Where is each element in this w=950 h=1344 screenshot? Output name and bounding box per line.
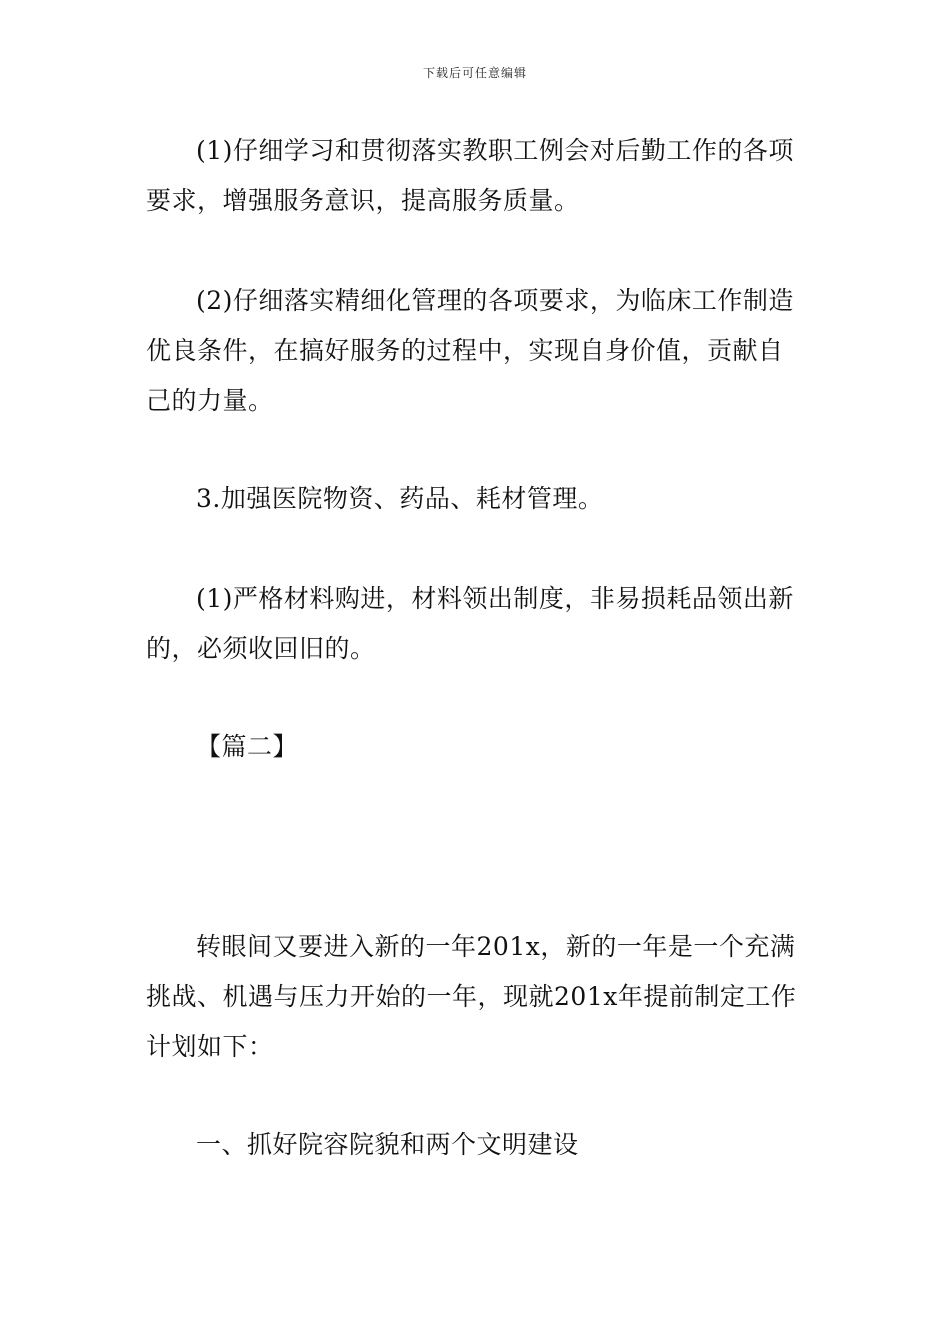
- paragraph-section-3-heading: 3.加强医院物资、药品、耗材管理。: [196, 484, 604, 513]
- header-note: 下载后可任意编辑: [422, 66, 527, 80]
- paragraph-section-1-heading: 一、抓好院容院貌和两个文明建设: [196, 1130, 579, 1159]
- paragraph-fine-management: (2)仔细落实精细化管理的各项要求，为临床工作制造优良条件，在搞好服务的过程中，实现自身价值，贡献自己的力量。: [146, 286, 794, 415]
- section-title-part-two: 【篇二】: [196, 732, 299, 761]
- paragraph-service-requirements: (1)仔细学习和贯彻落实教职工例会对后勤工作的各项要求，增强服务意识，提高服务质量。: [146, 136, 794, 215]
- paragraph-material-control: (1)严格材料购进，材料领出制度，非易损耗品领出新的，必须收回旧的。: [146, 584, 794, 663]
- paragraph-new-year-intro: 转眼间又要进入新的一年201x，新的一年是一个充满挑战、机遇与压力开始的一年，现就201x年提前制定工作计划如下：: [146, 932, 797, 1061]
